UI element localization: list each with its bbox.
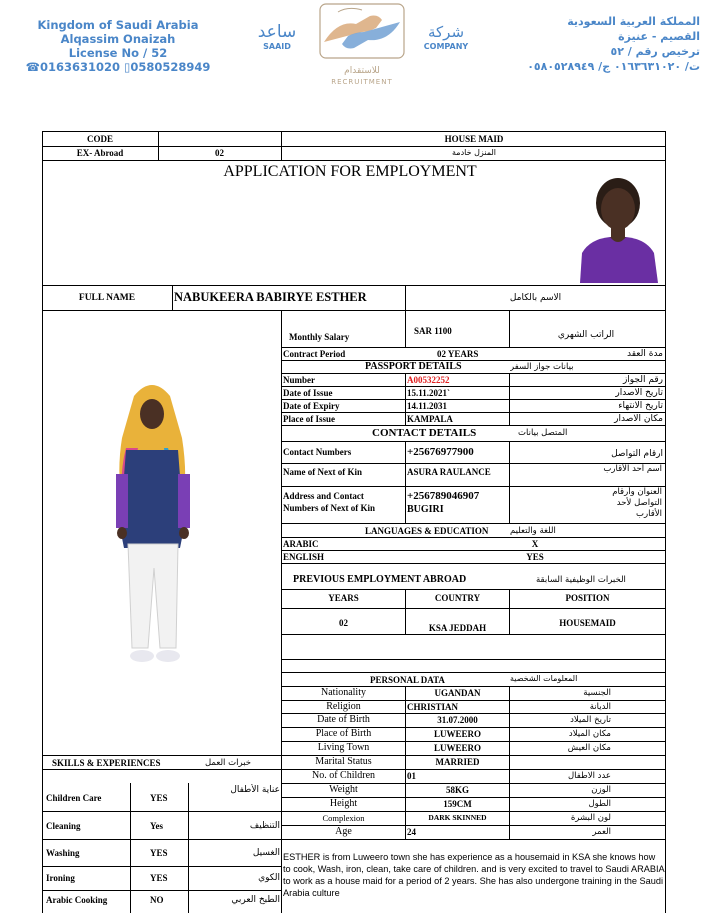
- personal-label: Religion: [326, 701, 361, 712]
- personal-heading-ar: المعلومات الشخصية: [510, 674, 578, 683]
- personal-value: 24: [407, 827, 416, 837]
- arabic-value: X: [531, 539, 539, 549]
- address-value-line: +256789046907: [407, 490, 480, 502]
- company-phone-line: ☎0163631020 ▯0580528949: [25, 60, 211, 74]
- address-label-line: Numbers of Next of Kin: [283, 503, 375, 513]
- logo-company-en: COMPANY: [423, 42, 469, 51]
- personal-label: Place of Birth: [315, 728, 372, 739]
- company-info-en: [8, 18, 228, 74]
- personal-label: Age: [335, 826, 352, 837]
- applicant-full-body-photo: [104, 378, 202, 668]
- personal-value: LUWEERO: [433, 743, 481, 753]
- personal-ar: عدد الاطفال: [567, 771, 611, 781]
- personal-value: DARK SKINNED: [428, 813, 487, 822]
- contract-period-ar: مدة العقد: [627, 349, 663, 359]
- skill-ar: الطبخ العربي: [231, 895, 280, 905]
- logo-recruitment: [318, 66, 406, 87]
- prev-emp-col-position: POSITION: [565, 593, 610, 603]
- address-value: [407, 490, 507, 516]
- skill-label: Washing: [46, 848, 80, 858]
- personal-ar: الديانة: [589, 702, 611, 712]
- address-label-line: Address and Contact: [283, 491, 364, 501]
- personal-label: Height: [329, 798, 358, 809]
- personal-ar: العمر: [592, 827, 611, 837]
- personal-value: 159CM: [443, 799, 472, 809]
- contract-period-label: Contract Period: [283, 349, 346, 359]
- ex-abroad-label: EX- Abroad: [76, 148, 124, 158]
- full-name-label: FULL NAME: [78, 293, 136, 303]
- personal-label: Marital Status: [315, 756, 372, 767]
- company-line: Kingdom of Saudi Arabia: [37, 18, 199, 32]
- logo-recruit-ar: للاستقدام: [344, 66, 380, 76]
- prev-emp-heading-ar: الخبرات الوظيفية السابقة: [536, 575, 626, 585]
- company-line: Alqassim Onaizah: [60, 32, 176, 46]
- prev-emp-country: KSA JEDDAH: [428, 623, 487, 633]
- personal-value: CHRISTIAN: [407, 702, 459, 712]
- passport-label: Place of Issue: [283, 414, 335, 424]
- company-line: License No / 52: [68, 46, 168, 60]
- personal-ar: مكان الميلاد: [568, 729, 611, 739]
- logo-company: [422, 22, 470, 51]
- passport-heading-ar: بيانات جواز السفر: [510, 362, 574, 372]
- address-label: [283, 490, 403, 514]
- languages-heading: LANGUAGES & EDUCATION: [365, 526, 489, 536]
- skill-label: Arabic Cooking: [46, 895, 108, 905]
- full-name-ar: الاسم بالكامل: [509, 293, 562, 303]
- logo-saed-en: SAAID: [263, 42, 291, 51]
- page-title: APPLICATION FOR EMPLOYMENT: [223, 163, 477, 180]
- contract-period-value: 02 YEARS: [437, 349, 479, 359]
- personal-value: 01: [407, 771, 416, 781]
- skill-value: YES: [150, 873, 168, 883]
- skill-value: YES: [150, 793, 168, 803]
- personal-label: No. of Children: [311, 770, 376, 781]
- monthly-salary-label: Monthly Salary: [289, 332, 350, 342]
- skill-ar: الغسيل: [252, 848, 280, 858]
- handshake-logo-icon: [318, 2, 406, 60]
- prev-emp-years: 02: [339, 618, 348, 628]
- personal-value: 58KG: [445, 785, 469, 795]
- contact-numbers-value: +25676977900: [407, 446, 474, 458]
- personal-ar: تاريخ الميلاد: [570, 715, 611, 725]
- skill-value: Yes: [150, 821, 163, 831]
- contact-heading-ar: المتصل بيانات: [518, 428, 568, 438]
- contact-heading: CONTACT DETAILS: [372, 427, 477, 439]
- skill-label: Children Care: [46, 793, 102, 803]
- personal-label: Nationality: [321, 687, 366, 698]
- personal-ar: الوزن: [591, 785, 611, 795]
- personal-heading: PERSONAL DATA: [370, 675, 445, 685]
- full-name-value: NABUKEERA BABIRYE ESTHER: [174, 290, 367, 304]
- passport-heading: PASSPORT DETAILS: [365, 361, 462, 372]
- skill-ar: عناية الأطفال: [230, 785, 280, 795]
- address-ar: العنوان وأرقام التواصل لأحد الأقارب: [612, 487, 662, 519]
- skill-label: Cleaning: [46, 821, 81, 831]
- english-value: YES: [526, 552, 544, 562]
- passport-value: 15.11.2021`: [407, 388, 451, 398]
- company-line-ar: القصيم - عنيزة: [618, 30, 700, 43]
- company-info-ar: [478, 14, 700, 74]
- personal-ar: مكان العيش: [567, 743, 611, 753]
- skills-heading: SKILLS & EXPERIENCES: [52, 758, 161, 768]
- skill-value: NO: [150, 895, 164, 905]
- prev-emp-position: HOUSEMAID: [559, 618, 616, 628]
- passport-label: Date of Expiry: [283, 401, 340, 411]
- personal-label: Date of Birth: [317, 714, 370, 725]
- job-title-ar: المنزل خادمة: [452, 148, 496, 157]
- address-value-line: BUGIRI: [407, 504, 444, 515]
- job-title-en: HOUSE MAID: [444, 134, 504, 144]
- personal-ar: الطول: [588, 799, 611, 809]
- next-of-kin-value: ASURA RAULANCE: [407, 467, 491, 477]
- monthly-salary-ar: الراتب الشهري: [557, 330, 615, 340]
- prev-emp-col-years: YEARS: [328, 593, 359, 603]
- passport-label: Date of Issue: [283, 388, 333, 398]
- company-phone-line-ar: ت/ ٠١٦٣٦٣١٠٢٠ ج/ ٠٥٨٠٥٢٨٩٤٩: [527, 60, 700, 73]
- logo-company-ar: شركة: [427, 23, 465, 41]
- logo-saed-ar: ساعد: [257, 22, 297, 42]
- ex-abroad-value: 02: [215, 148, 224, 158]
- prev-emp-heading: PREVIOUS EMPLOYMENT ABROAD: [293, 574, 467, 585]
- contact-numbers-ar: ارقام التواصل: [611, 449, 663, 459]
- passport-number-value: A00532252: [407, 375, 450, 385]
- prev-emp-col-country: COUNTRY: [434, 593, 481, 603]
- company-line-ar: ترخيص رقم / ٥٢: [610, 45, 700, 58]
- skill-label: Ironing: [46, 873, 75, 883]
- personal-label: Weight: [329, 784, 358, 795]
- arabic-label: ARABIC: [283, 539, 319, 549]
- passport-ar: تاريخ الاصدار: [615, 388, 663, 398]
- skill-value: YES: [150, 848, 168, 858]
- monthly-salary-value: SAR 1100: [414, 326, 452, 336]
- personal-label: Living Town: [317, 742, 370, 753]
- skill-ar: الكوي: [258, 873, 280, 883]
- passport-ar: مكان الاصدار: [614, 414, 663, 424]
- personal-value: 31.07.2000: [437, 715, 478, 725]
- skills-heading-ar: خبرات العمل: [205, 758, 251, 768]
- applicant-headshot-photo: [576, 169, 660, 283]
- languages-heading-ar: اللغة والتعليم: [510, 526, 556, 536]
- code-label: CODE: [86, 134, 113, 144]
- personal-ar: الجنسية: [583, 688, 611, 698]
- personal-value: LUWEERO: [433, 729, 481, 739]
- passport-value: 14.11.2031: [407, 401, 448, 411]
- personal-ar: لون البشرة: [570, 813, 611, 823]
- skill-ar: التنظيف: [249, 821, 280, 831]
- logo-recruit-en: RECRUITMENT: [331, 78, 393, 86]
- applicant-description: ESTHER is from Luweero town she has experience as a housemaid in KSA she knows how to cook, Wash, iron, clean, take care of children. and is very excited to travel to Saudi ARABIA to work as a house maid for a period of 2 years. She has also undergone training in the Saudi Arabia culture: [283, 852, 665, 898]
- passport-ar: رقم الجواز: [622, 375, 663, 385]
- company-line-ar: المملكة العربية السعودية: [567, 15, 700, 28]
- passport-label: Number: [283, 375, 315, 385]
- contact-numbers-label: Contact Numbers: [283, 447, 352, 457]
- personal-value: UGANDAN: [434, 688, 481, 698]
- passport-ar: تاريخ الانتهاء: [618, 401, 663, 411]
- english-label: ENGLISH: [283, 552, 325, 562]
- next-of-kin-ar: اسم أحد الأقارب: [603, 464, 662, 474]
- next-of-kin-label: Name of Next of Kin: [283, 467, 362, 477]
- personal-value: MARRIED: [435, 757, 480, 767]
- logo-saed: [253, 22, 301, 51]
- passport-value: KAMPALA: [407, 414, 453, 424]
- personal-label: Complexion: [322, 813, 365, 823]
